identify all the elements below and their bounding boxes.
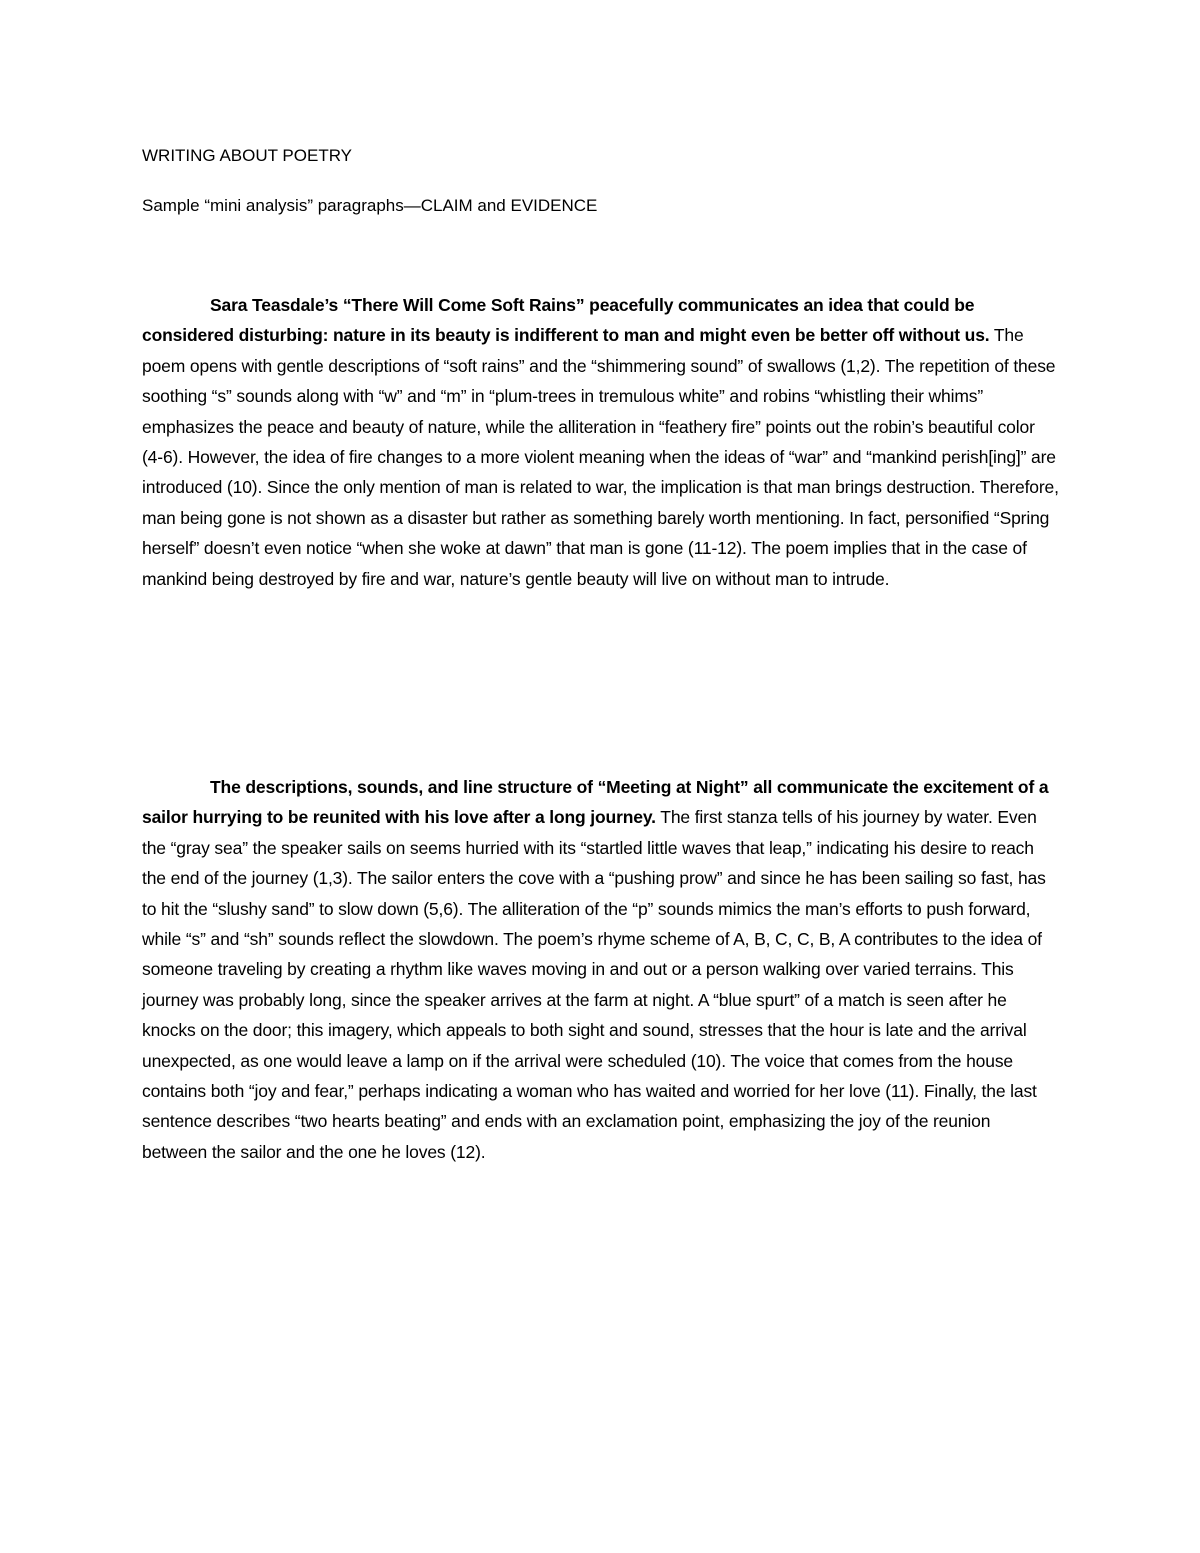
document-subtitle: Sample “mini analysis” paragraphs—CLAIM and EVIDENCE <box>142 196 598 215</box>
paragraph-2-evidence: The first stanza tells of his journey by water. Even the “gray sea” the speaker sails on seems hurried with its “startled little waves that leap,” indicating his desire to reach the end of the journey (1,3). The sailor enters the cove with a “pushing prow” and since he has been sailing so fast, has to hit the “slushy sand” to slow down (5,6). The alliteration of the “p” sounds mimics the man’s efforts to push forward, while “s” and “sh” sounds reflect the slowdown. The poem’s rhyme scheme of A, B, C, C, B, A contributes to the idea of someone traveling by creating a rhythm like waves moving in and out or a person walking over varied terrains. This journey was probably long, since the speaker arrives at the farm at night. A “blue spurt” of a match is seen after he knocks on the door; this imagery, which appeals to both sight and sound, stresses that the hour is late and the arrival unexpected, as one would leave a lamp on if the arrival were scheduled (10). The voice that comes from the house contains both “joy and fear,” perhaps indicating a woman who has waited and worried for her love (11). Finally, the last sentence describes “two hearts beating” and ends with an exclamation point, emphasizing the joy of the reunion between the sailor and the one he loves (12). <box>142 807 1046 1162</box>
document-title: WRITING ABOUT POETRY <box>142 146 353 165</box>
paragraph-2-claim: The descriptions, sounds, and line structure of “Meeting at Night” all communicate the excitement of a sailor hurrying to be reunited with his love after a long journey. <box>142 777 1049 828</box>
paragraph-1-claim: Sara Teasdale’s “There Will Come Soft Rains” peacefully communicates an idea that could be considered disturbing: nature in its beauty is indifferent to man and might even be better off without us. <box>142 295 990 346</box>
paragraph-1-evidence: The poem opens with gentle descriptions of “soft rains” and the “shimmering sound” of swallows (1,2). The repetition of these soothing “s” sounds along with “w” and “m” in “plum-trees in tremulous white” and robins “whistling their whims” emphasizes the peace and beauty of nature, while the alliteration in “feathery fire” points out the robin’s beautiful color (4-6). However, the idea of fire changes to a more violent meaning when the ideas of “war” and “mankind perish[ing]” are introduced (10). Since the only mention of man is related to war, the implication is that man brings destruction. Therefore, man being gone is not shown as a disaster but rather as something barely worth mentioning. In fact, personified “Spring herself” doesn’t even notice “when she woke at dawn” that man is gone (11-12). The poem implies that in the case of mankind being destroyed by fire and war, nature’s gentle beauty will live on without man to intrude. <box>142 325 1059 589</box>
analysis-paragraph-2 <box>142 772 1060 1167</box>
analysis-paragraph-1 <box>142 290 1060 594</box>
